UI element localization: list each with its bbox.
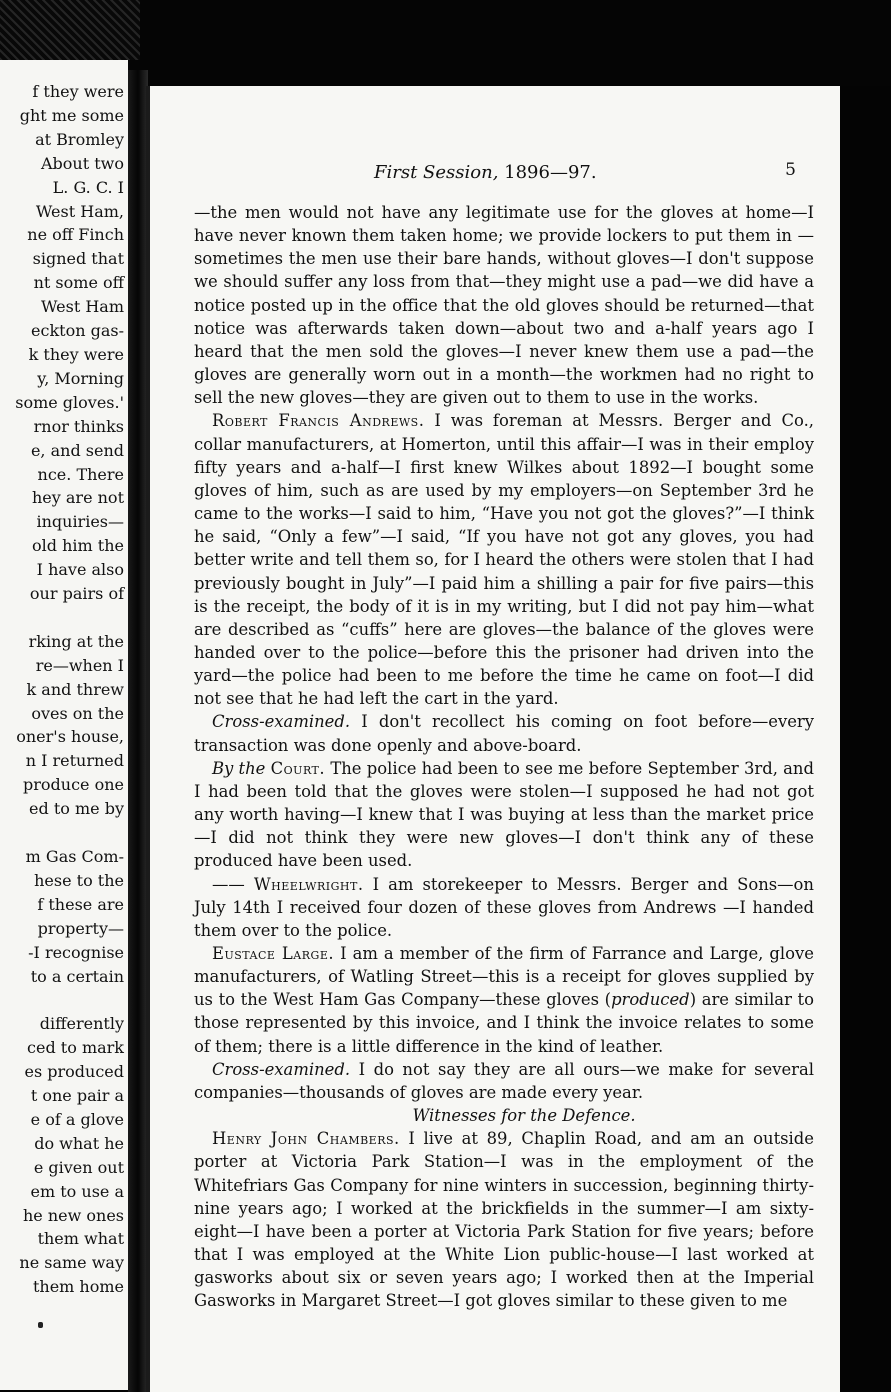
running-title: First Session, 1896—97. <box>374 162 597 183</box>
left-page-line: t one pair a <box>30 1086 124 1106</box>
cross-examined-label: Cross-examined. <box>212 712 351 732</box>
left-page-lines <box>0 80 128 1299</box>
paragraph-large: Eustace Large. I am a member of the firm of Farrance and Large, glove manufacturers, of Watling Street—this is a receipt for gloves supplied by us to the West Ham Gas Company—these gloves (produced) are similar to those represented by this invoice, and I think the invoice relates to some of them; there is a little difference in the kind of leather. <box>194 944 814 1056</box>
printer-mark <box>38 1322 43 1328</box>
left-page-line: e given out <box>33 1157 124 1177</box>
paragraph-cross-examined-1: Cross-examined. I don't recollect his coming on foot before—every transaction was done openly and above-board. <box>194 712 814 755</box>
left-page-line: nce. There <box>37 464 124 484</box>
left-page-line: f these are <box>37 894 124 914</box>
paragraph-by-the-court: By the Court. The police had been to see me before September 3rd, and I had been told that the gloves were stolen—I supposed he had not got any worth having—I knew that I was buying at less than the market price—I did not think they were new gloves—I don't think any of these produced have been used. <box>194 758 814 871</box>
witness-name: Henry John Chambers. <box>212 1129 400 1149</box>
running-head <box>150 162 840 186</box>
scan-noise <box>0 0 140 60</box>
left-page-line: old him the <box>32 536 124 556</box>
cross-examined-label: Cross-examined. <box>212 1059 351 1079</box>
left-page-line: hey are not <box>31 488 124 508</box>
left-line-gap <box>0 988 128 1012</box>
left-page-line: -I recognise <box>28 942 124 962</box>
left-page-line: differently <box>39 1014 124 1034</box>
left-page-line: property— <box>37 918 124 938</box>
left-page-line: inquiries— <box>36 512 124 532</box>
left-page-line: About two <box>40 153 124 173</box>
left-page-line: ne same way <box>19 1253 124 1273</box>
left-page-line: ght me some <box>19 105 124 125</box>
testimony-text <box>194 201 814 1313</box>
paragraph-chambers: Henry John Chambers. I live at 89, Chaplin Road, and am an outside porter at Victoria Park Station—I was in the employment of the Whitefriars Gas Company for nine winters in succession, beginning thirty-nine years ago; I worked at the brickfields in the summer—I am sixty-eight—I have been a porter at Victoria Park Station for five years; before that I was employed at the White Lion public-house—I last worked at gasworks about six or seven years ago; I worked then at the Imperial Gasworks in Margaret Street—I got gloves similar to these given to me <box>194 1129 814 1311</box>
left-page-line: to a certain <box>30 966 124 986</box>
left-page-line: he new ones <box>22 1205 124 1225</box>
left-page-line: y, Morning <box>37 368 124 388</box>
right-page <box>146 86 840 1392</box>
left-page-line: e of a glove <box>30 1109 124 1129</box>
left-line-gap <box>0 821 128 845</box>
left-page-line: oner's house, <box>16 727 124 747</box>
left-page-line: e, and send <box>30 440 124 460</box>
left-page-line: I have also <box>36 560 124 580</box>
left-page-line: West Ham <box>41 297 124 317</box>
left-page-line: ne off Finch <box>27 225 124 245</box>
left-page-line: L. G. C. I <box>52 177 124 197</box>
left-page-fragment <box>0 60 128 1390</box>
left-page-line: them home <box>32 1277 124 1297</box>
left-page-line: rnor thinks <box>33 416 124 436</box>
left-page-line: n I returned <box>25 751 124 771</box>
paragraph-andrews: Robert Francis Andrews. I was foreman at Messrs. Berger and Co., collar manufacturers, at Homerton, until this affair—I was in their employ fifty years and a-half—I first knew Wilkes about 1892—I bought some gloves of him, such as are used by my employers—on September 3rd he came to the works—I said to him, “Have you not got the gloves?”—I think he said, “Only a few”—I said, “If you have not got any gloves, you had better write and tell them so, for I heard the others were stolen that I had previously bought in July”—I paid him a shilling a pair for five pairs—this is the receipt, the body of it is in my writing, but I did not pay him—what are described as “cuffs” here are gloves—the balance of the gloves were handed over to the police—before this the prisoner had driven into the yard—the police had been to me before the time he came on foot—I did not see that he had left the cart in the yard. <box>194 411 814 709</box>
book-gutter <box>128 70 148 1392</box>
left-page-line: West Ham, <box>35 201 124 221</box>
witness-name: Wheelwright. <box>253 874 364 894</box>
left-page-line: m Gas Com- <box>25 846 124 866</box>
left-page-line: some gloves.' <box>15 392 124 412</box>
paragraph-continuation: —the men would not have any legitimate use for the gloves at home—I have never known them taken home; we provide lockers to put them in —sometimes the men use their bare hands, without gloves—I don't suppose we should suffer any loss from that—they might use a pad—we did have a notice posted up in the office that the old gloves should be returned—that notice was afterwards taken down—about two and a-half years ago I heard that the men sold the gloves—I never knew them use a pad—the gloves are generally worn out in a month—the workmen had no right to sell the new gloves—they are given out to them to use in the works. <box>194 203 814 408</box>
left-page-line: em to use a <box>30 1181 124 1201</box>
left-page-line: k they were <box>28 344 124 364</box>
left-page-line: hese to the <box>34 870 124 890</box>
witness-name: Robert Francis Andrews. <box>212 411 425 431</box>
left-page-line: eckton gas- <box>31 321 124 341</box>
left-page-line: es produced <box>24 1062 124 1082</box>
left-page-line: ed to me by <box>29 799 124 819</box>
left-page-line: re—when I <box>35 655 124 675</box>
left-page-line: nt some off <box>33 273 124 293</box>
left-line-gap <box>0 606 128 630</box>
left-page-line: k and threw <box>26 679 124 699</box>
page-edge-shadow <box>840 86 891 1392</box>
witness-name: Eustace Large. <box>212 944 335 963</box>
left-page-line: do what he <box>34 1133 124 1153</box>
paragraph-cross-examined-2: Cross-examined. I do not say they are all ours—we make for several companies—thousands of gloves are made every year. <box>194 1059 815 1102</box>
left-page-line: f they were <box>32 82 124 101</box>
page-number: 5 <box>785 160 796 180</box>
session-year: 1896—97. <box>504 162 597 183</box>
left-page-line: ced to mark <box>27 1038 124 1058</box>
left-page-line: oves on the <box>31 703 124 723</box>
left-page-line: rking at the <box>28 631 124 651</box>
left-page-line: our pairs of <box>29 584 124 604</box>
left-page-line: signed that <box>32 249 124 269</box>
section-heading: Witnesses for the Defence. <box>412 1106 636 1126</box>
left-page-line: at Bromley <box>35 129 124 149</box>
left-page-line: them what <box>37 1229 124 1249</box>
left-page-line: produce one <box>23 775 124 795</box>
paragraph-wheelwright: —— Wheelwright. I am storekeeper to Messrs. Berger and Sons—on July 14th I received four dozen of these gloves from Andrews —I handed them over to the police. <box>194 874 814 940</box>
